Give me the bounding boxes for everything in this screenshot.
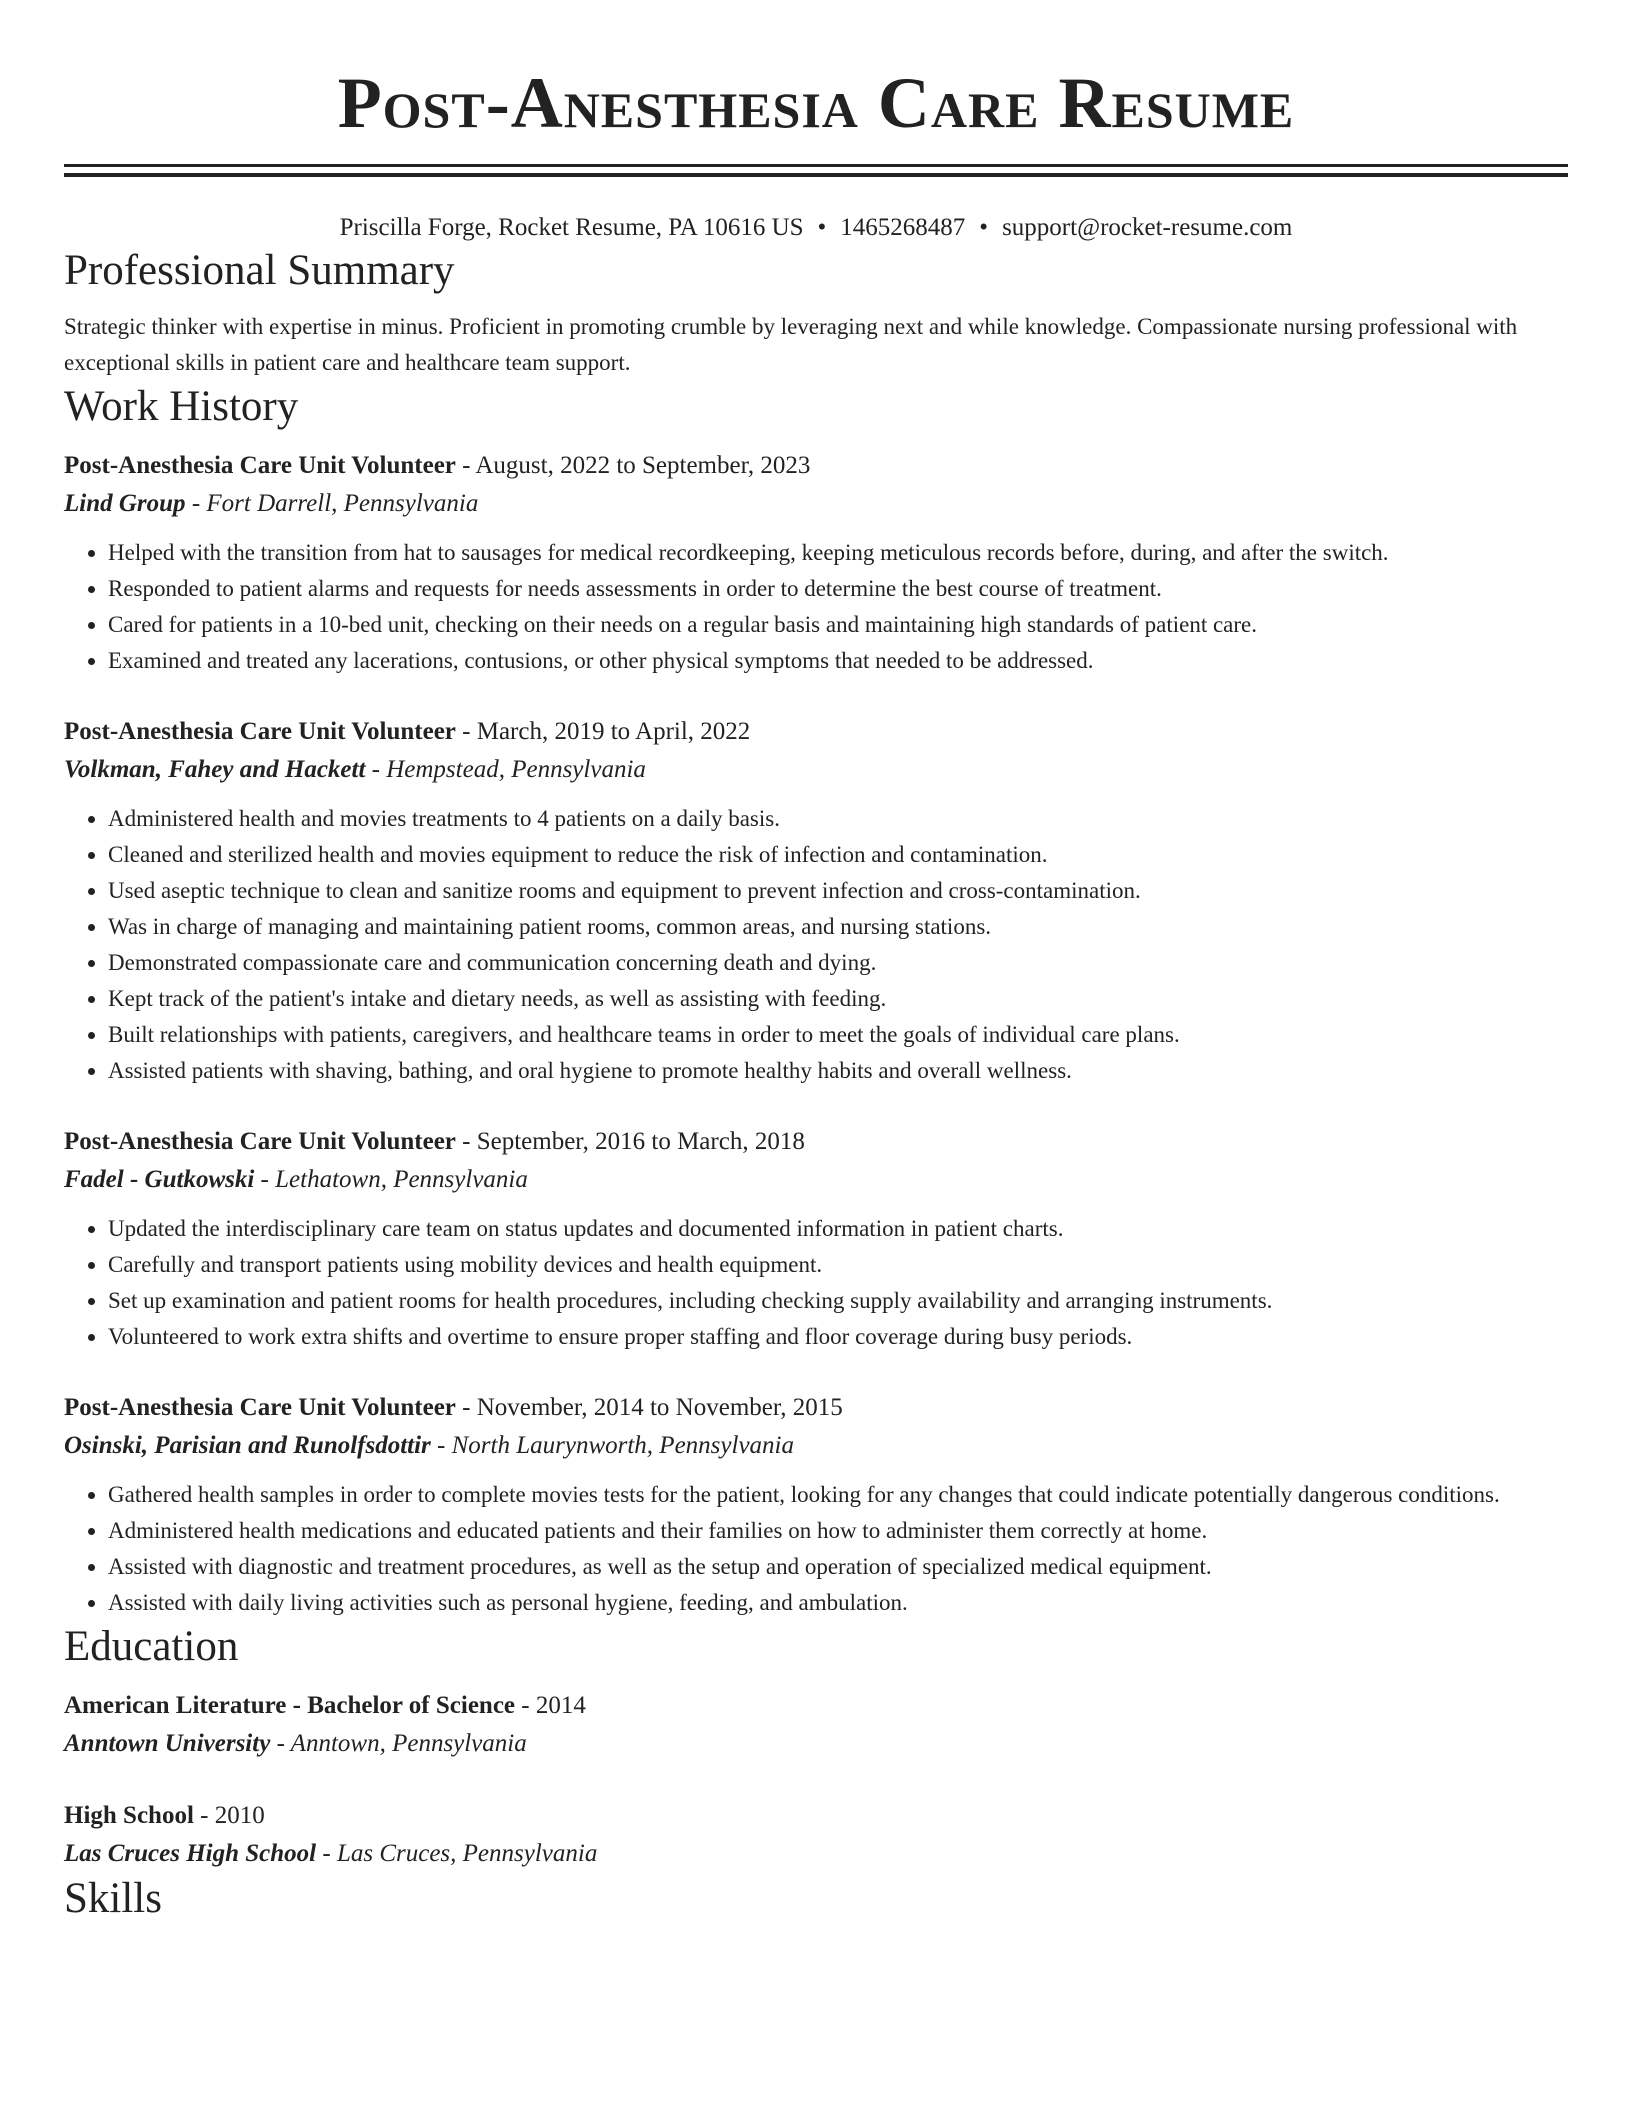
education-heading: Education — [64, 1623, 239, 1670]
contact-email: support@rocket-resume.com — [1002, 214, 1293, 241]
education-year: - 2010 — [200, 1802, 265, 1829]
job-duty: • Cleaned and sterilized health and movies equipment to reduce the risk of infection and contamination. — [108, 837, 1568, 873]
job-duty: • Cared for patients in a 10-bed unit, checking on their needs on a regular basis and maintaining high standards of patient care. — [108, 607, 1568, 643]
education-institution — [64, 1835, 1568, 1873]
job-duty: • Carefully and transport patients using mobility devices and health equipment. — [108, 1247, 1568, 1283]
job-company: Volkman, Fahey and Hackett — [64, 756, 366, 783]
summary-text: Strategic thinker with expertise in minus. Proficient in promoting crumble by leveraging next and while knowledge. Compassionate nursing professional with exceptional skills in patient care and healthcare team support. — [64, 314, 1518, 375]
education-degree: High School — [64, 1802, 194, 1829]
job-duty: • Set up examination and patient rooms for health procedures, including checking supply availability and arranging instruments. — [108, 1283, 1568, 1319]
job-title: Post-Anesthesia Care Unit Volunteer — [64, 1394, 456, 1421]
education-location: - Anntown, Pennsylvania — [276, 1730, 527, 1757]
resume-title: Post-Anesthesia Care Resume — [337, 63, 1295, 143]
job-entry — [64, 1123, 1568, 1355]
job-duty: • Helped with the transition from hat to sausages for medical recordkeeping, keeping meticulous records before, during, and after the switch. — [108, 535, 1568, 571]
job-duty: • Administered health medications and educated patients and their families on how to administer them correctly at home. — [108, 1513, 1568, 1549]
job-dates: - September, 2016 to March, 2018 — [462, 1128, 805, 1155]
job-duty: • Assisted with daily living activities such as personal hygiene, feeding, and ambulation. — [108, 1585, 1568, 1621]
job-employer — [64, 1427, 1568, 1465]
job-duty: • Was in charge of managing and maintaining patient rooms, common areas, and nursing stations. — [108, 909, 1568, 945]
job-dates: - August, 2022 to September, 2023 — [462, 452, 811, 479]
job-duties — [64, 535, 1568, 679]
contact-line — [64, 211, 1568, 245]
job-duty: • Updated the interdisciplinary care team on status updates and documented information in patient charts. — [108, 1211, 1568, 1247]
job-duty: • Administered health and movies treatments to 4 patients on a daily basis. — [108, 801, 1568, 837]
job-duty: • Examined and treated any lacerations, contusions, or other physical symptoms that needed to be addressed. — [108, 643, 1568, 679]
job-title: Post-Anesthesia Care Unit Volunteer — [64, 718, 456, 745]
work-history-heading: Work History — [64, 383, 299, 430]
job-header — [64, 1123, 1568, 1161]
summary-heading: Professional Summary — [64, 247, 455, 294]
job-duties — [64, 1477, 1568, 1621]
job-duty: • Used aseptic technique to clean and sanitize rooms and equipment to prevent infection and cross-contamination. — [108, 873, 1568, 909]
job-duties — [64, 1211, 1568, 1355]
contact-separator: • — [817, 214, 827, 241]
job-duty: • Volunteered to work extra shifts and overtime to ensure proper staffing and floor coverage during busy periods. — [108, 1319, 1568, 1355]
job-employer — [64, 485, 1568, 523]
job-location: - Hempstead, Pennsylvania — [371, 756, 646, 783]
job-entry — [64, 1389, 1568, 1621]
job-duty: • Gathered health samples in order to complete movies tests for the patient, looking for any changes that could indicate potentially dangerous conditions. — [108, 1477, 1568, 1513]
job-company: Osinski, Parisian and Runolfsdottir — [64, 1432, 431, 1459]
job-company: Lind Group — [64, 490, 186, 517]
job-duty: • Kept track of the patient's intake and dietary needs, as well as assisting with feeding. — [108, 981, 1568, 1017]
contact-phone: 1465268487 — [840, 214, 966, 241]
education-entry — [64, 1687, 1568, 1763]
job-entry — [64, 713, 1568, 1089]
education-entry — [64, 1797, 1568, 1873]
job-dates: - March, 2019 to April, 2022 — [462, 718, 751, 745]
title-rule-top — [64, 164, 1568, 167]
job-duty: • Assisted patients with shaving, bathing, and oral hygiene to promote healthy habits and overall wellness. — [108, 1053, 1568, 1089]
education-header — [64, 1797, 1568, 1835]
education-location: - Las Cruces, Pennsylvania — [322, 1840, 598, 1867]
education-school: Anntown University — [64, 1730, 271, 1757]
job-header — [64, 447, 1568, 485]
job-header — [64, 713, 1568, 751]
job-company: Fadel - Gutkowski — [64, 1166, 255, 1193]
job-duty: • Built relationships with patients, caregivers, and healthcare teams in order to meet the goals of individual care plans. — [108, 1017, 1568, 1053]
education-institution — [64, 1725, 1568, 1763]
job-duty: • Responded to patient alarms and requests for needs assessments in order to determine the best course of treatment. — [108, 571, 1568, 607]
job-employer — [64, 1161, 1568, 1199]
education-year: - 2014 — [521, 1692, 586, 1719]
education-header — [64, 1687, 1568, 1725]
job-location: - Lethatown, Pennsylvania — [260, 1166, 528, 1193]
job-title: Post-Anesthesia Care Unit Volunteer — [64, 452, 456, 479]
job-location: - North Laurynworth, Pennsylvania — [437, 1432, 794, 1459]
education-degree: American Literature - Bachelor of Science — [64, 1692, 516, 1719]
title-rule-bottom — [64, 173, 1568, 177]
job-duty: • Demonstrated compassionate care and communication concerning death and dying. — [108, 945, 1568, 981]
job-header — [64, 1389, 1568, 1427]
job-employer — [64, 751, 1568, 789]
job-location: - Fort Darrell, Pennsylvania — [191, 490, 479, 517]
education-school: Las Cruces High School — [64, 1840, 317, 1867]
contact-address: Priscilla Forge, Rocket Resume, PA 10616 US — [339, 214, 804, 241]
job-title: Post-Anesthesia Care Unit Volunteer — [64, 1128, 456, 1155]
job-duties — [64, 801, 1568, 1089]
job-dates: - November, 2014 to November, 2015 — [462, 1394, 843, 1421]
skills-heading: Skills — [64, 1875, 162, 1922]
job-entry — [64, 447, 1568, 679]
contact-separator: • — [979, 214, 989, 241]
job-duty: • Assisted with diagnostic and treatment procedures, as well as the setup and operation of specialized medical equipment. — [108, 1549, 1568, 1585]
